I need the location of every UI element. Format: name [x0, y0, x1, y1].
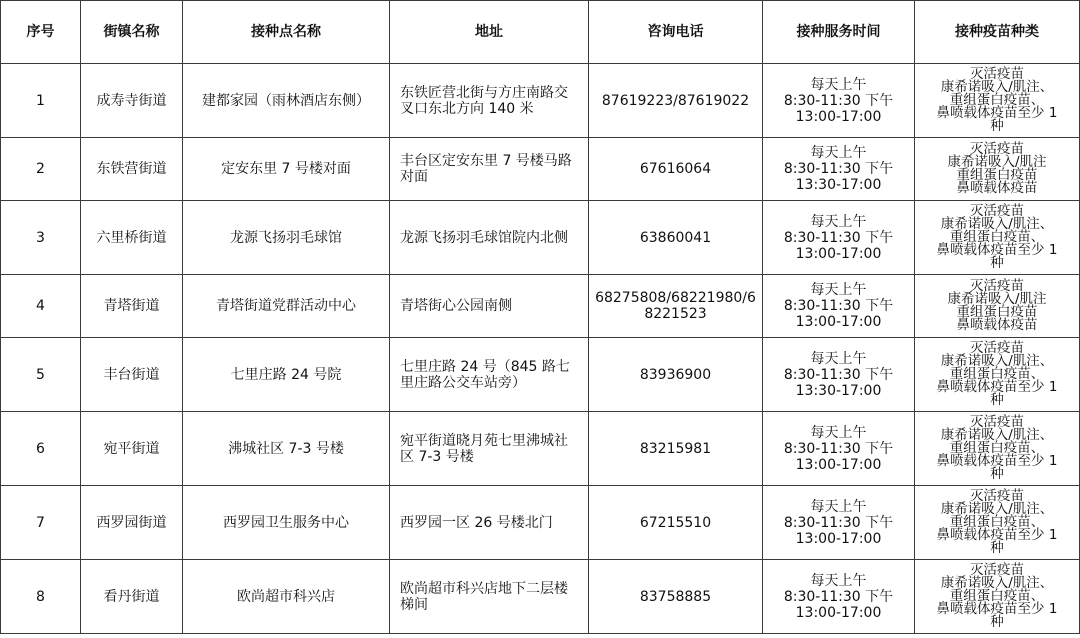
- cell-no: 7: [1, 486, 81, 560]
- table-row: [1, 64, 1080, 138]
- cell-site: 西罗园卫生服务中心: [183, 486, 390, 560]
- cell-site: 沸城社区 7-3 号楼: [183, 412, 390, 486]
- cell-street: 成寿寺街道: [81, 64, 183, 138]
- cell-time: 每天上午 8:30-11:30 下午 13:00-17:00: [763, 275, 915, 338]
- table-row: [1, 138, 1080, 201]
- header-street: 街镇名称: [81, 1, 183, 64]
- cell-address: 七里庄路 24 号（845 路七 里庄路公交车站旁）: [390, 338, 589, 412]
- cell-site: 青塔街道党群活动中心: [183, 275, 390, 338]
- table-row: [1, 338, 1080, 412]
- cell-street: 宛平街道: [81, 412, 183, 486]
- cell-time: 每天上午 8:30-11:30 下午 13:00-17:00: [763, 486, 915, 560]
- cell-address: 东铁匠营北街与方庄南路交 叉口东北方向 140 米: [390, 64, 589, 138]
- header-site: 接种点名称: [183, 1, 390, 64]
- cell-phone: 67616064: [589, 138, 763, 201]
- cell-vaccine: 灭活疫苗 康希诺吸入/肌注、 重组蛋白疫苗、 鼻喷载体疫苗至少 1 种: [915, 338, 1080, 412]
- cell-street: 丰台街道: [81, 338, 183, 412]
- cell-time: 每天上午 8:30-11:30 下午 13:00-17:00: [763, 64, 915, 138]
- cell-phone: 87619223/87619022: [589, 64, 763, 138]
- cell-no: 5: [1, 338, 81, 412]
- cell-address: 龙源飞扬羽毛球馆院内北侧: [390, 201, 589, 275]
- cell-vaccine: 灭活疫苗 康希诺吸入/肌注、 重组蛋白疫苗、 鼻喷载体疫苗至少 1 种: [915, 560, 1080, 634]
- cell-site: 定安东里 7 号楼对面: [183, 138, 390, 201]
- cell-no: 1: [1, 64, 81, 138]
- cell-time: 每天上午 8:30-11:30 下午 13:30-17:00: [763, 338, 915, 412]
- cell-no: 2: [1, 138, 81, 201]
- cell-time: 每天上午 8:30-11:30 下午 13:00-17:00: [763, 201, 915, 275]
- cell-street: 六里桥街道: [81, 201, 183, 275]
- cell-time: 每天上午 8:30-11:30 下午 13:00-17:00: [763, 412, 915, 486]
- cell-no: 3: [1, 201, 81, 275]
- table-row: [1, 560, 1080, 634]
- cell-site: 七里庄路 24 号院: [183, 338, 390, 412]
- cell-site: 欧尚超市科兴店: [183, 560, 390, 634]
- cell-street: 西罗园街道: [81, 486, 183, 560]
- cell-time: 每天上午 8:30-11:30 下午 13:30-17:00: [763, 138, 915, 201]
- cell-phone: 68275808/68221980/6 8221523: [589, 275, 763, 338]
- cell-vaccine: 灭活疫苗 康希诺吸入/肌注 重组蛋白疫苗 鼻喷载体疫苗: [915, 275, 1080, 338]
- cell-phone: 83758885: [589, 560, 763, 634]
- header-time: 接种服务时间: [763, 1, 915, 64]
- header-vaccine: 接种疫苗种类: [915, 1, 1080, 64]
- cell-address: 丰台区定安东里 7 号楼马路 对面: [390, 138, 589, 201]
- cell-no: 4: [1, 275, 81, 338]
- cell-vaccine: 灭活疫苗 康希诺吸入/肌注、 重组蛋白疫苗、 鼻喷载体疫苗至少 1 种: [915, 412, 1080, 486]
- cell-no: 8: [1, 560, 81, 634]
- cell-address: 欧尚超市科兴店地下二层楼 梯间: [390, 560, 589, 634]
- cell-address: 西罗园一区 26 号楼北门: [390, 486, 589, 560]
- cell-phone: 83936900: [589, 338, 763, 412]
- table-header-row: [1, 1, 1080, 64]
- cell-time: 每天上午 8:30-11:30 下午 13:00-17:00: [763, 560, 915, 634]
- cell-phone: 63860041: [589, 201, 763, 275]
- table-row: [1, 412, 1080, 486]
- cell-vaccine: 灭活疫苗 康希诺吸入/肌注、 重组蛋白疫苗、 鼻喷载体疫苗至少 1 种: [915, 486, 1080, 560]
- cell-address: 宛平街道晓月苑七里沸城社 区 7-3 号楼: [390, 412, 589, 486]
- cell-vaccine: 灭活疫苗 康希诺吸入/肌注、 重组蛋白疫苗、 鼻喷载体疫苗至少 1 种: [915, 64, 1080, 138]
- cell-address: 青塔街心公园南侧: [390, 275, 589, 338]
- table-row: [1, 486, 1080, 560]
- cell-vaccine: 灭活疫苗 康希诺吸入/肌注 重组蛋白疫苗 鼻喷载体疫苗: [915, 138, 1080, 201]
- cell-phone: 83215981: [589, 412, 763, 486]
- cell-street: 看丹街道: [81, 560, 183, 634]
- cell-site: 建都家园（雨林酒店东侧）: [183, 64, 390, 138]
- cell-site: 龙源飞扬羽毛球馆: [183, 201, 390, 275]
- table-row: [1, 275, 1080, 338]
- cell-no: 6: [1, 412, 81, 486]
- header-address: 地址: [390, 1, 589, 64]
- header-phone: 咨询电话: [589, 1, 763, 64]
- cell-phone: 67215510: [589, 486, 763, 560]
- cell-street: 青塔街道: [81, 275, 183, 338]
- cell-vaccine: 灭活疫苗 康希诺吸入/肌注、 重组蛋白疫苗、 鼻喷载体疫苗至少 1 种: [915, 201, 1080, 275]
- table-row: [1, 201, 1080, 275]
- cell-street: 东铁营街道: [81, 138, 183, 201]
- header-no: 序号: [1, 1, 81, 64]
